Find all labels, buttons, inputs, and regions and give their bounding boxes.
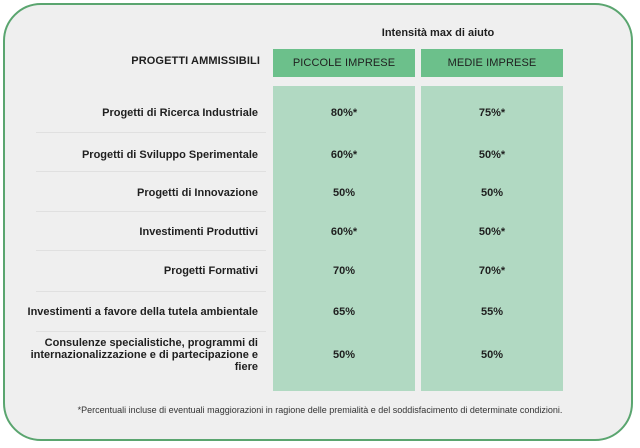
column-header-medium: MEDIE IMPRESE [421, 49, 563, 77]
row-header: PROGETTI AMMISSIBILI [131, 55, 260, 67]
row-label: Progetti di Innovazione [136, 187, 258, 199]
row-label: Progetti di Ricerca Industriale [102, 107, 258, 119]
row-label: Progetti Formativi [163, 265, 258, 277]
cell-medium: 50%* [478, 149, 506, 161]
row-divider [36, 250, 266, 251]
column-small-background [273, 86, 415, 391]
row-label: Progetti di Sviluppo Sperimentale [81, 149, 258, 161]
cell-medium: 70%* [478, 265, 506, 277]
cell-medium: 50%* [478, 226, 506, 238]
row-label: Investimenti a favore della tutela ambientale [27, 306, 258, 318]
row-label: Investimenti Produttivi [139, 226, 258, 238]
footnote: *Percentuali incluse di eventuali maggiorazioni in ragione delle premialità e del soddisfacimento di determinate condizioni. [77, 405, 563, 415]
row-divider [36, 291, 266, 292]
intensity-header: Intensità max di aiuto [381, 27, 495, 39]
cell-medium: 50% [480, 349, 504, 361]
cell-small: 50% [332, 187, 356, 199]
column-header-small: PICCOLE IMPRESE [273, 49, 415, 77]
cell-medium: 50% [480, 187, 504, 199]
cell-medium: 75%* [478, 107, 506, 119]
cell-small: 60%* [330, 226, 358, 238]
cell-small: 70% [332, 265, 356, 277]
cell-small: 50% [332, 349, 356, 361]
row-divider [36, 132, 266, 133]
cell-small: 65% [332, 306, 356, 318]
cell-medium: 55% [480, 306, 504, 318]
row-divider [36, 211, 266, 212]
cell-small: 80%* [330, 107, 358, 119]
row-divider [36, 331, 266, 332]
cell-small: 60%* [330, 149, 358, 161]
row-label: Consulenze specialistiche, programmi di internazionalizzazione e di partecipazione e fiere [30, 337, 258, 373]
column-medium-background [421, 86, 563, 391]
row-divider [36, 171, 266, 172]
